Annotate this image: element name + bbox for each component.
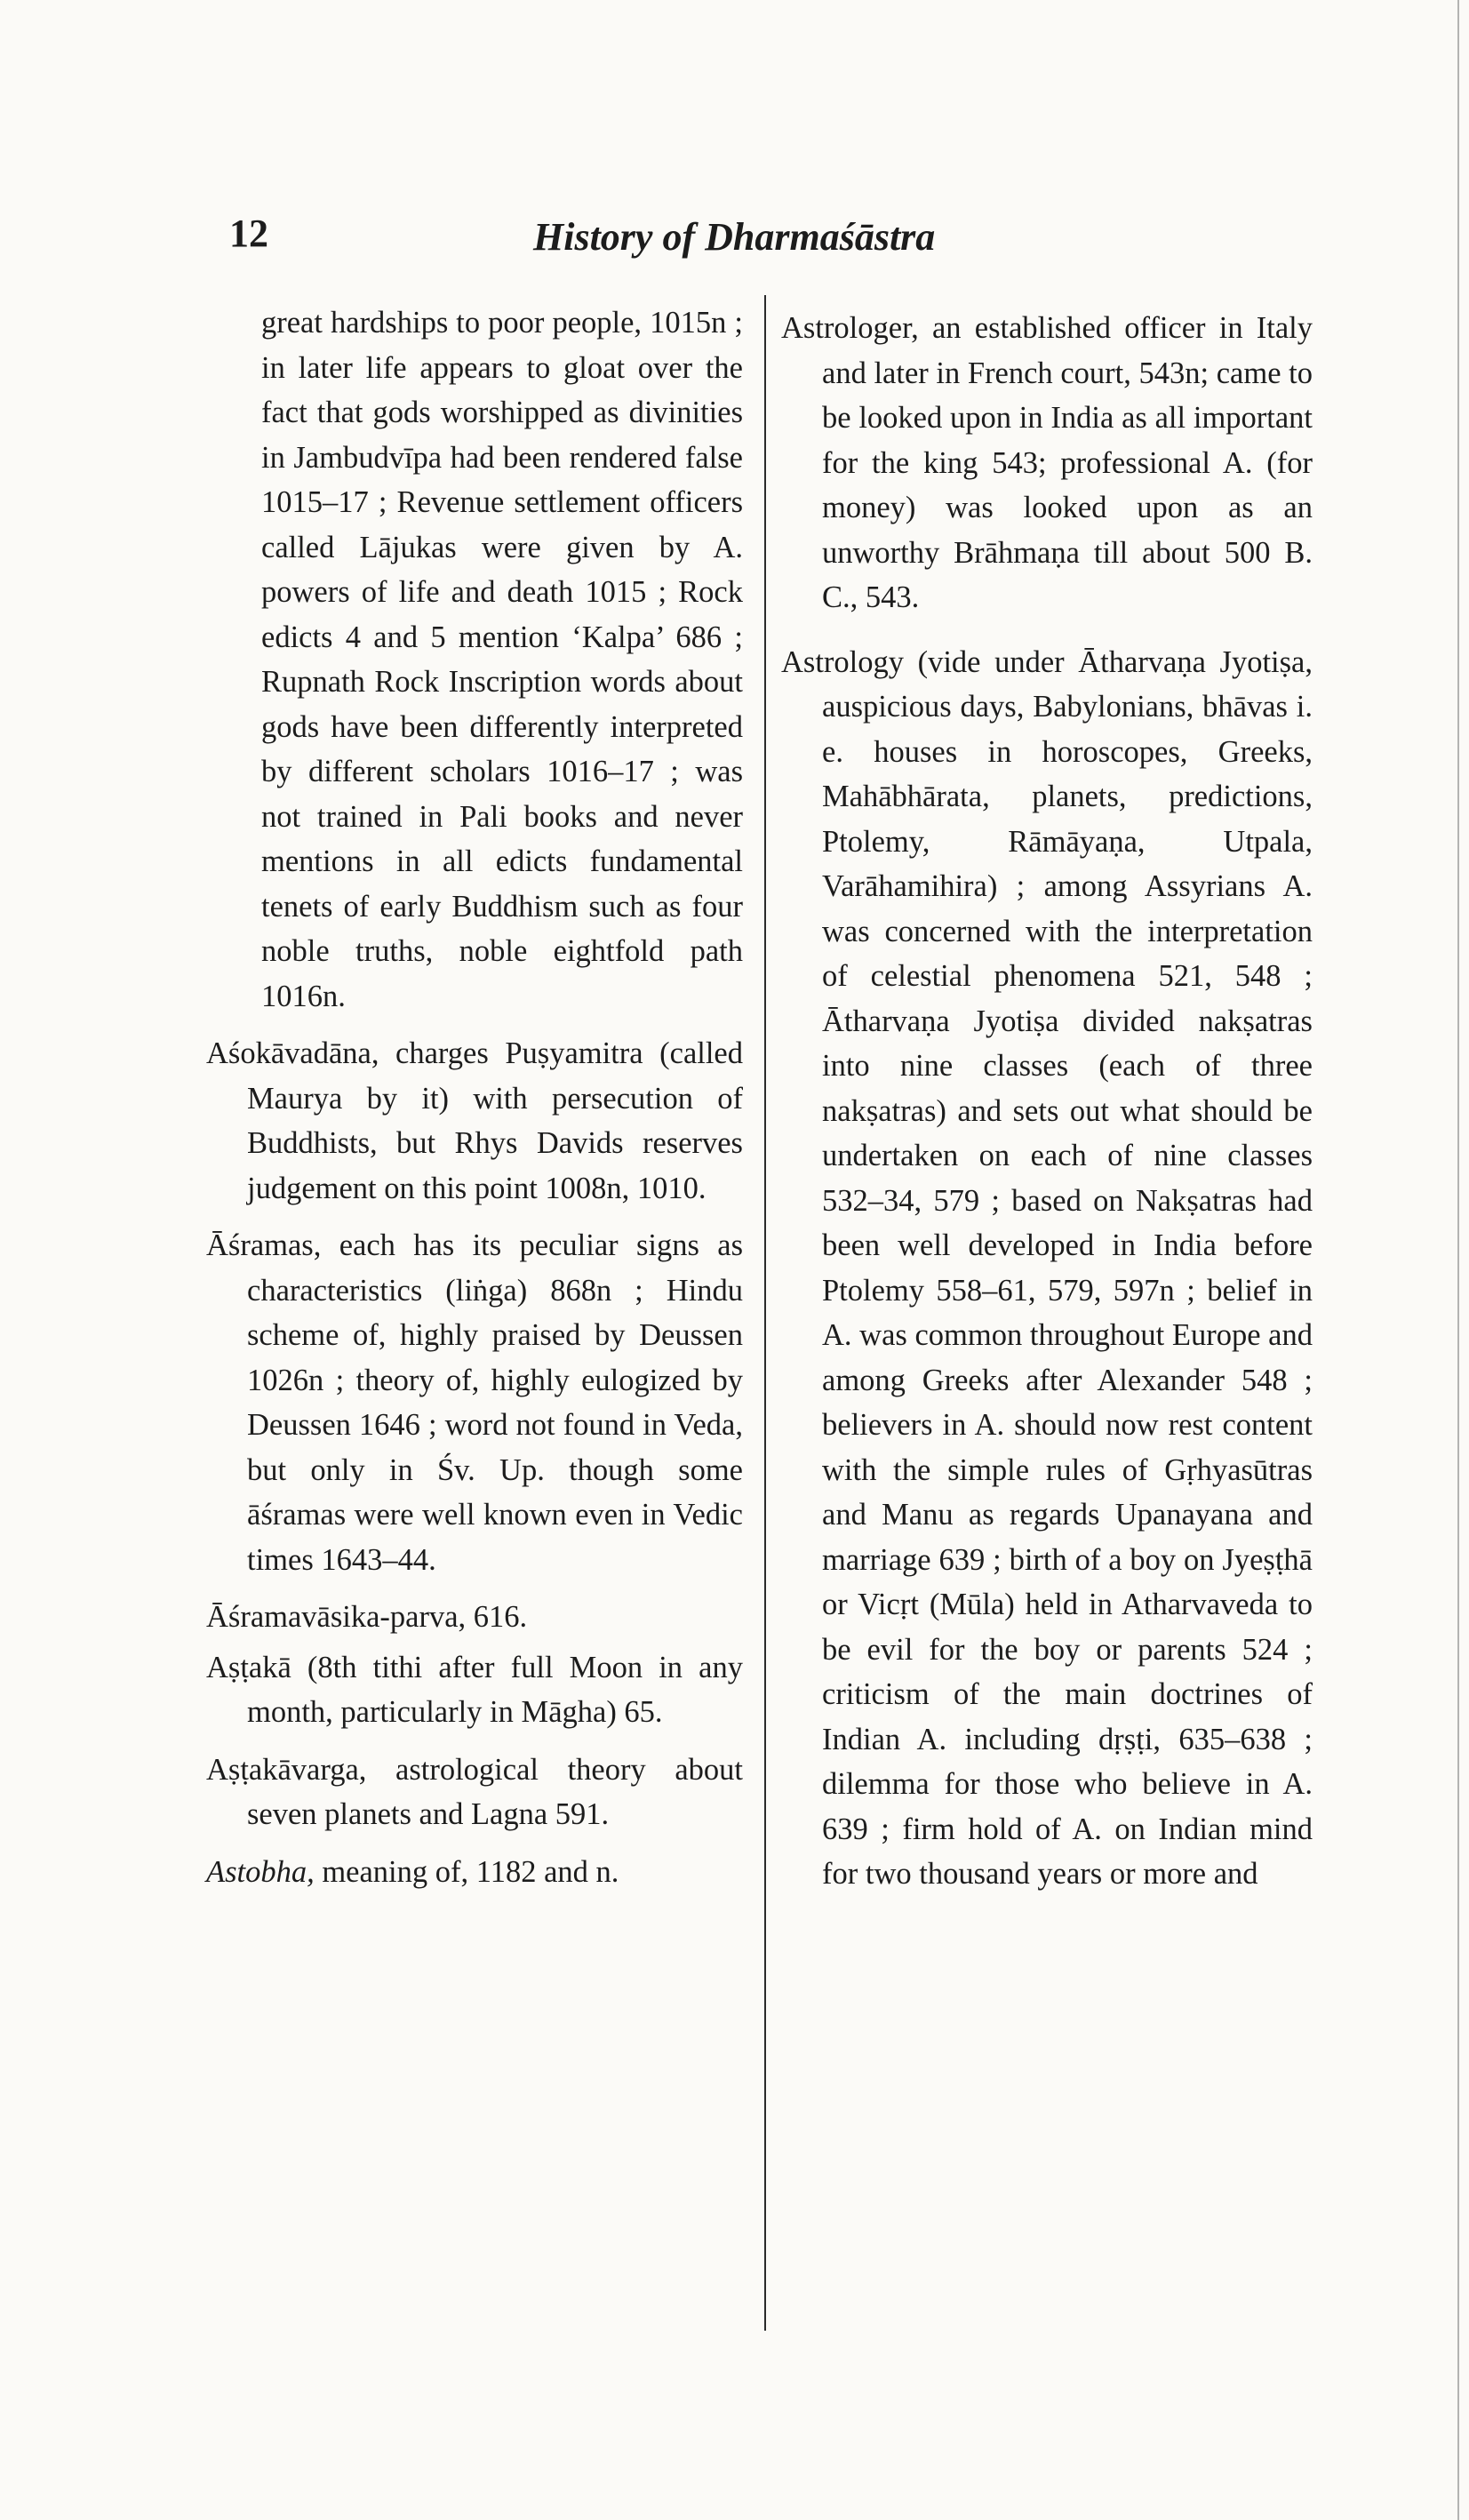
index-entry-asramavasika-parva: Āśramavāsika-parva, 616. [206,1600,528,1634]
index-entry-astaka: Aṣṭakā (8th tithi after full Moon in any month, particularly in Māgha) 65. [206,1650,743,1729]
index-term-astobha: Astobha, [206,1854,315,1889]
index-entry-asramas: Āśramas, each has its peculiar signs as characteristics (liṅga) 868n ; Hindu scheme of, highly praised by Deussen 1026n ; theory of, highly eulogized by Deussen 1646 ; word not found in Veda, but only in Śv. Up. though some āśramas were well known even in Vedic times 1643–44. [206,1228,743,1577]
index-entry-astobha [206,1850,743,1895]
index-entry-astobha-text: meaning of, 1182 and n. [314,1854,619,1889]
index-entry-astrologer: Astrologer, an established officer in Italy and later in French court, 543n; came to be looked upon in India as all important for the king 543; professional A. (for money) was looked upon as an unworthy Brāhmaṇa till about 500 B. C., 543. [781,311,1313,614]
index-entry-asokavadana: Aśokāvadāna, charges Puṣyamitra (called Maurya by it) with persecution of Buddhists, but Rhys Davids reserves judgement on this point 1008n, 1010. [206,1036,743,1205]
page-number: 12 [229,212,268,255]
right-index-column [781,306,1313,1909]
column-divider [764,295,766,2331]
running-head-title: History of Dharmaśāstra [533,215,936,259]
index-entry-astakavarga: Aṣṭakāvarga, astrological theory about seven planets and Lagna 591. [206,1752,743,1831]
left-index-column [206,300,743,1907]
index-entry-astrology: Astrology (vide under Ātharvaṇa Jyotiṣa, auspicious days, Babylonians, bhāvas i. e. houses in horoscopes, Greeks, Mahābhārata, planets, predictions, Ptolemy, Rāmāyaṇa, Utpala, Varāhamihira) ; among Assyrians A. was concerned with the interpretation of celestial phenomena 521, 548 ; Ātharvaṇa Jyotiṣa divided nakṣatras into nine classes (each of three nakṣatras) and sets out what should be undertaken on each of nine classes 532–34, 579 ; based on Nakṣatras had been well developed in India before Ptolemy 558–61, 579, 597n ; belief in A. was common throughout Europe and among Greeks after Alexander 548 ; believers in A. should now rest content with the simple rules of Gṛhyasūtras and Manu as regards Upanayana and marriage 639 ; birth of a boy on Jyeṣṭhā or Vicṛt (Mūla) held in Atharvaveda to be evil for the boy or parents 524 ; criticism of the main doctrines of Indian A. including dṛṣṭi, 635–638 ; dilemma for those who believe in A. 639 ; firm hold of A. on Indian mind for two thousand years or more and [781,644,1313,1891]
index-entry-asoka-continued: great hardships to poor people, 1015n ; in later life appears to gloat over the fact that gods worshipped as divinities in Jambudvīpa had been rendered false 1015–17 ; Revenue settlement officers called Lājukas were given by A. powers of life and death 1015 ; Rock edicts 4 and 5 mention ‘Kalpa’ 686 ; Rupnath Rock Inscription words about gods have been differently interpreted by different scholars 1016–17 ; was not trained in Pali books and never mentions in all edicts fundamental tenets of early Buddhism such as four noble truths, noble eightfold path 1016n. [261,306,743,1013]
page-edge-line [1457,0,1459,2520]
